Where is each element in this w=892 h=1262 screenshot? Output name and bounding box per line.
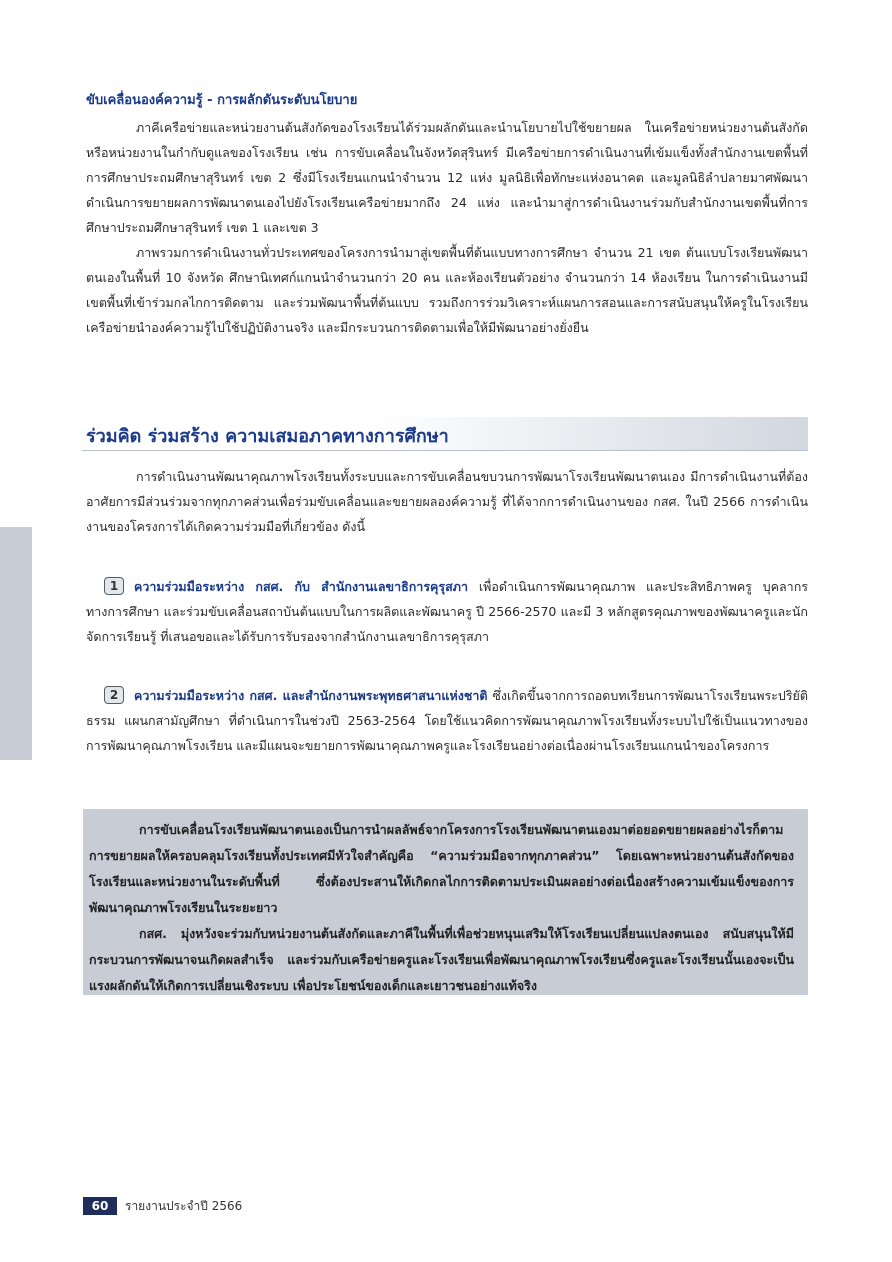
side-tab-marker [0,527,32,760]
section1-body [86,115,808,340]
number-badge: 1 [104,577,124,595]
page-number: 60 [83,1197,117,1215]
paragraph: ภาพรวมการดำเนินงานทั่วประเทศของโครงการนำมาสู่เขตพื้นที่ต้นแบบทางการศึกษา จำนวน 21 เขต ต้นแบบโรงเรียนพัฒนาตนเองในพื้นที่ 10 จังหวัด ศึกษานิเทศก์แกนนำจำนวนกว่า 20 คน และห้องเรียนตัวอย่าง จำนวนกว่า 14 ห้องเรียน ในการดำเนินงานมีเขตพื้นที่เข้าร่วมกลไกการติดตาม และร่วมพัฒนาพื้นที่ต้นแบบ รวมถึงการร่วมวิเคราะห์แผนการสอนและการสนับสนุนให้ครูในโรงเรียนเครือข่ายนำองค์ความรู้ไปใช้ปฏิบัติงานจริง และมีกระบวนการติดตามเพื่อให้มีพัฒนาอย่างยั่งยืน [86,245,808,335]
footer-label: รายงานประจำปี 2566 [125,1198,243,1213]
callout-paragraph: กสศ. มุ่งหวังจะร่วมกับหน่วยงานต้นสังกัดและภาคีในพื้นที่เพื่อช่วยหนุนเสริมให้โรงเรียนเปลี่ยนแปลงตนเอง สนับสนุนให้มีกระบวนการพัฒนาจนเกิดผลสำเร็จ และร่วมกับเครือข่ายครูและโรงเรียนเพื่อพัฒนาคุณภาพโรงเรียนซึ่งครูและโรงเรียนนั้นเองจะเป็นแรงผลักดันให้เกิดการเปลี่ยนเชิงระบบ เพื่อประโยชน์ของเด็กและเยาวชนอย่างแท้จริง [89,926,794,993]
page-footer [83,1196,242,1216]
item-lead: ความร่วมมือระหว่าง กสศ. กับ สำนักงานเลขาธิการคุรุสภา [134,579,468,594]
cooperation-item-2 [86,683,808,758]
paragraph: การดำเนินงานพัฒนาคุณภาพโรงเรียนทั้งระบบและการขับเคลื่อนขบวนการพัฒนาโรงเรียนพัฒนาตนเอง มีการดำเนินงานที่ต้องอาศัยการมีส่วนร่วมจากทุกภาคส่วนเพื่อร่วมขับเคลื่อนและขยายผลองค์ความรู้ ที่ได้จากการดำเนินงานของ กสศ. ในปี 2566 การดำเนินงานของโครงการได้เกิดความร่วมมือที่เกี่ยวข้อง ดังนี้ [86,469,808,534]
summary-callout-box [83,809,808,995]
item-lead: ความร่วมมือระหว่าง กสศ. และสำนักงานพระพุทธศาสนาแห่งชาติ [134,688,488,703]
cooperation-item-1 [86,574,808,649]
callout-paragraph: การขับเคลื่อนโรงเรียนพัฒนาตนเองเป็นการนำผลลัพธ์จากโครงการโรงเรียนพัฒนาตนเองมาต่อยอดขยายผลอย่างไรก็ตามการขยายผลให้ครอบคลุมโรงเรียนทั้งประเทศมีหัวใจสำคัญคือ “ความร่วมมือจากทุกภาคส่วน” โดยเฉพาะหน่วยงานต้นสังกัดของโรงเรียนและหน่วยงานในระดับพื้นที่ ซึ่งต้องประสานให้เกิดกลไกการติดตามประเมินผลอย่างต่อเนื่องสร้างความเข้มแข็งของการพัฒนาคุณภาพโรงเรียนในระยะยาว [89,822,794,915]
section2-intro [86,464,808,539]
section-heading: ขับเคลื่อนองค์ความรู้ - การผลักดันระดับนโยบาย [86,93,358,108]
paragraph: ภาคีเครือข่ายและหน่วยงานต้นสังกัดของโรงเรียนได้ร่วมผลักดันและนำนโยบายไปใช้ขยายผล ในเครือข่ายหน่วยงานต้นสังกัด หรือหน่วยงานในกำกับดูแลของโรงเรียน เช่น การขับเคลื่อนในจังหวัดสุรินทร์ มีเครือข่ายการดำเนินงานที่เข้มแข็งทั้งสำนักงานเขตพื้นที่การศึกษาประถมศึกษาสุรินทร์ เขต 2 ซึ่งมีโรงเรียนแกนนำจำนวน 12 แห่ง มูลนิธิเพื่อทักษะแห่งอนาคต และมูลนิธิลำปลายมาศพัฒนา ดำเนินการขยายผลการพัฒนาตนเองไปยังโรงเรียนเครือข่ายมากถึง 24 แห่ง และนำมาสู่การดำเนินงานร่วมกับสำนักงานเขตพื้นที่การศึกษาประถมศึกษาสุรินทร์ เขต 1 และเขต 3 [86,120,808,235]
item-text: ซึ่งเกิดขึ้นจากการถอดบทเรียนการพัฒนาโรงเรียนพระปริยัติธรรม แผนกสามัญศึกษา ที่ดำเนินการในช่วงปี 2563-2564 โดยใช้แนวคิดการพัฒนาคุณภาพโรงเรียนทั้งระบบไปใช้เป็นแนวทางของการพัฒนาคุณภาพโรงเรียน และมีแผนจะขยายการพัฒนาคุณภาพครูและโรงเรียนอย่างต่อเนื่องผ่านโรงเรียนแกนนำของโครงการ [86,688,808,753]
number-badge: 2 [104,686,124,704]
item-text: เพื่อดำเนินการพัฒนาคุณภาพ และประสิทธิภาพครู บุคลากรทางการศึกษา และร่วมขับเคลื่อนสถาบันต้นแบบในการผลิตและพัฒนาครู ปี 2566-2570 และมี 3 หลักสูตรคุณภาพของพัฒนาครูและนักจัดการเรียนรู้ ที่เสนอขอและได้รับการรับรองจากสำนักงานเลขาธิการคุรุสภา [86,579,808,644]
section-title-bar [82,417,808,451]
section-title: ร่วมคิด ร่วมสร้าง ความเสมอภาคทางการศึกษา [86,426,449,447]
